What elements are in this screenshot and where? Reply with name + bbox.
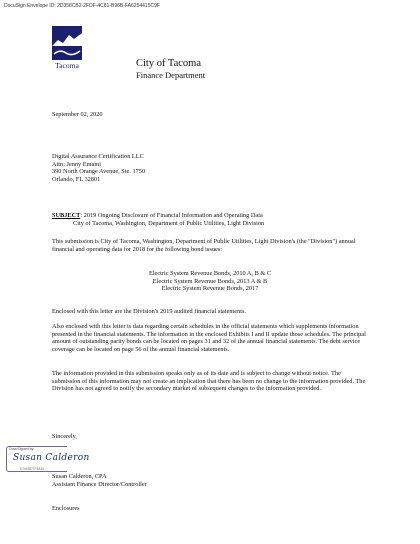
recipient-line: Digital Assurance Certification LLC [52, 153, 144, 160]
signer-title: Assistant Finance Director/Controller [52, 480, 147, 488]
signer-block [52, 473, 368, 488]
recipient-address [52, 153, 368, 184]
enclosures-label: Enclosures [52, 505, 80, 512]
org-department: Finance Department [136, 70, 206, 80]
org-city: City of Tacoma [136, 58, 201, 69]
subject-line-2: City of Tacoma, Washington, Department of Public Utilities, Light Division [73, 219, 265, 227]
docusign-envelope-id: DocuSign Envelope ID: 2D358CB2-2FDF-4C81-B96B-FA6254415C9F [4, 3, 160, 9]
handwritten-signature: Susan Calderon [13, 453, 90, 463]
paragraph-enclosed: Enclosed with this letter are the Division's 2019 audited financial statements. [52, 308, 247, 315]
signature-id: E7492877F2A34... [20, 467, 47, 471]
city-of-tacoma-logo [52, 26, 82, 72]
letterhead-org [136, 58, 205, 80]
recipient-line: 390 North Orange Avenue, Ste. 1750 [52, 168, 146, 176]
letter-date: September 02, 2020 [52, 111, 103, 118]
subject-line-1: : 2019 Ongoing Disclosure of Financial Information and Operating Data [80, 212, 263, 219]
docusigned-by-label: DocuSigned by: [9, 447, 35, 451]
bond-issue: Electric System Revenue Bonds, 2017 [161, 285, 259, 293]
subject-block [52, 212, 368, 227]
signer-name: Susan Calderon, CPA [52, 473, 107, 480]
bond-issues-list [52, 270, 368, 293]
bond-issue: Electric System Revenue Bonds, 2013 A & B [152, 277, 268, 285]
paragraph-disclaimer: The information provided in this submission speaks only as of its date and is subject to change without notice. The submission of this information may not create an implication that there has been no change to the information provided. The Division has not agreed to notify the secondary market of subsequent changes to the information provided. [52, 370, 366, 393]
recipient-line: Attn: Jenny Emami [52, 160, 101, 168]
paragraph-schedules: Also enclosed with this letter is data regarding certain schedules in the official statements which supplements information presented in the financial statements. The information in the enclosed Exhibits I and II update those schedules. The principal amount of outstanding parity bonds can be located on pages 31 and 32 of the annual financial statements. The debt service coverage can be located on page 56 of the annual financial statements. [52, 323, 366, 354]
closing-salutation: Sincerely, [52, 433, 77, 440]
recipient-line: Orlando, FL 32801 [52, 176, 101, 184]
subject-label: SUBJECT [52, 212, 81, 219]
paragraph-submission: This submission is City of Tacoma, Washington, Department of Public Utilities, Light Division's (the "Division") annual financial and operating data for 2018 for the following bond issues: [52, 238, 356, 253]
logo-wordmark: Tacoma [55, 61, 79, 70]
bond-issue: Electric System Revenue Bonds, 2010 A, B & C [148, 270, 272, 277]
